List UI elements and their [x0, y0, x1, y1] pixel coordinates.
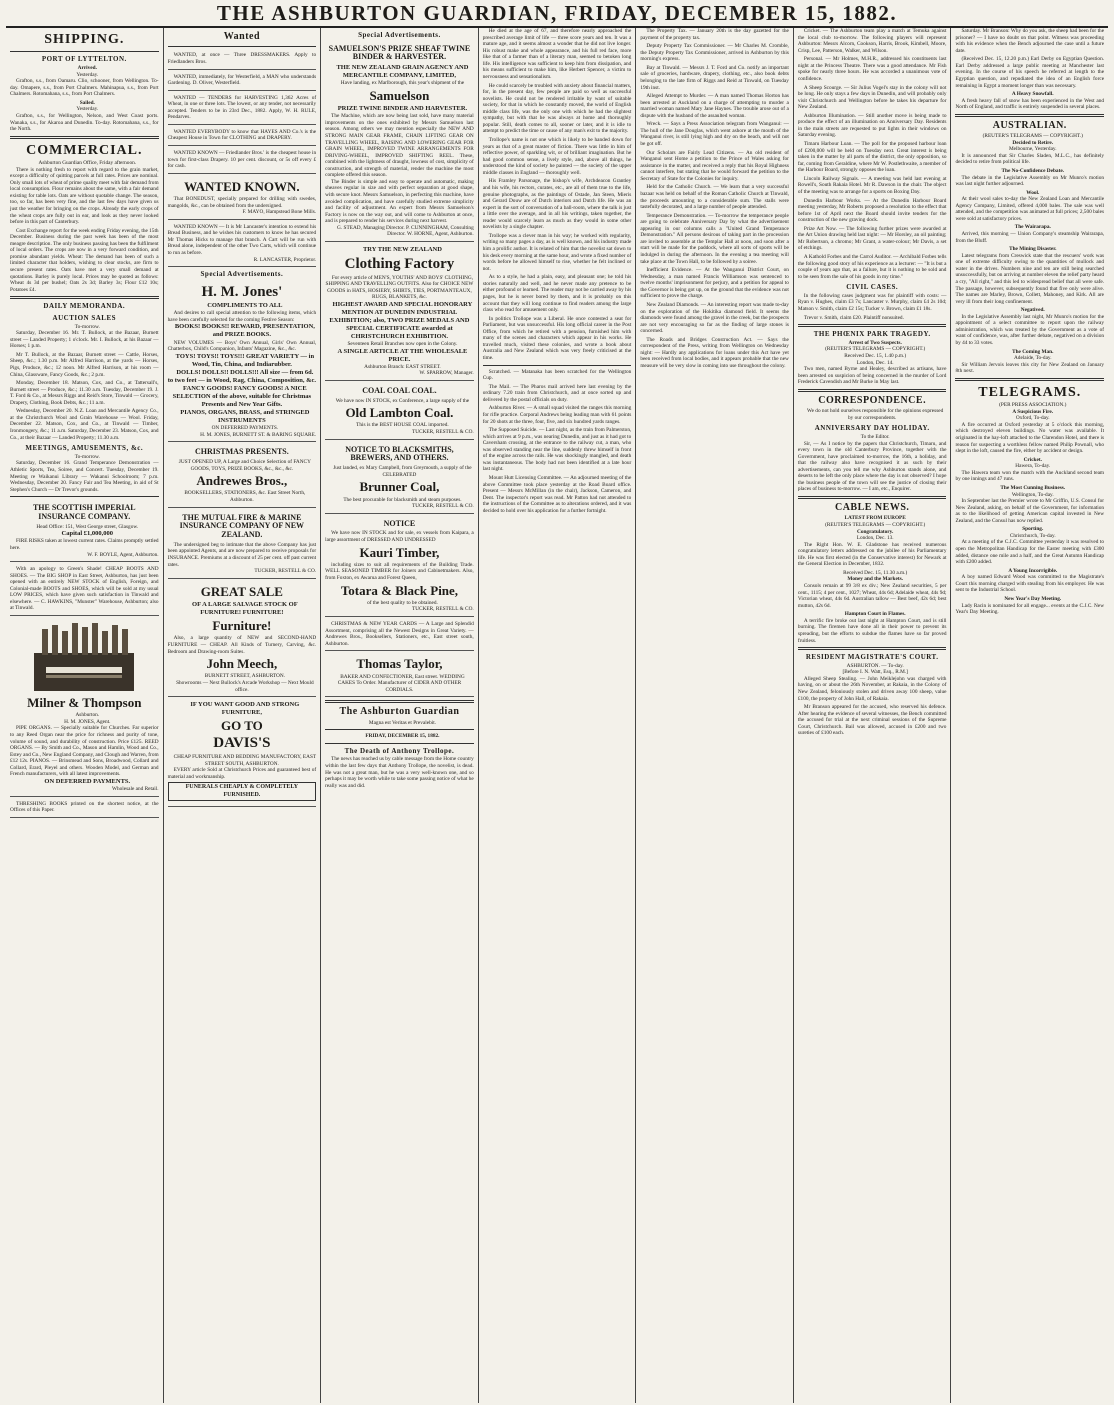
divider	[483, 365, 632, 366]
news-paragraph: Scratched. — Matanaka has been scratched for the Wellington Cup.	[482, 368, 632, 382]
ad-line: BAKER AND CONFECTIONER, East street. WEDDING CAKES To Order. Manufacturer of CIDER AND OTHER CORDIALS.	[337, 673, 465, 693]
ad-line: CHEAP FURNITURE AND BEDDING MANUFACTORY, EAST STREET SOUTH, ASHBURTON.	[173, 753, 317, 767]
article-paragraph: He died at the age of 67, and therefore nearly approached the prescribed average limit of life — three score years and ten. It was a mature age, and it seems almost a wonder that he did not live longer. His robust make and whole appearance, and his full red face, more like that of a farmer than of a literary man, seemed to betoken long life. His intelligence was sufficient to keep him from dissipation, and his means sufficient to make him, like Herbert Spencer, a victim to nervousness and sensationalism.	[482, 28, 632, 80]
cable-item-heading: Money and the Markets.	[847, 576, 903, 583]
news-paragraph: Lincoln Railway Signals. — A meeting was held last evening at Rowell's, South Rakaia Hotel. Mr R. Dawson in the chair. The object of the meeting was to arrange for a sports on Boxing Day.	[797, 175, 947, 195]
meetings-today: To-morrow.	[74, 453, 100, 460]
wanted-ad	[168, 72, 317, 91]
item-heading: The Coming Man.	[1012, 348, 1054, 355]
news-paragraph: In September last the Premier wrote to Mr Griffin, U.S. Consul for New Zealand, asking, on behalf of the Government, for information as to the likelihood of getting American capital invested in New Zealand, and the Consul has now replied.	[955, 498, 1105, 524]
news-paragraph: Temperance Demonstration. — To-morrow the temperance people are going to celebrate Anniversary Day by what the advertisement appearing in our columns calls a "United Grand Temperance Demonstration." All persons desirous of taking part in the procession are invited to assemble at the Templar Hall at noon, and soon after a start will be made for the paddock, where all sorts of sports will be indulged in during the afternoon. In the evening a tea meeting will take place at the Town Hall, to be followed by a soiree.	[640, 212, 789, 265]
guardian-motto: Magna est Veritas et Prevalebit.	[368, 719, 436, 726]
news-paragraph: Mount Hutt Licensing Committee. — An adjourned meeting of the above Committee took place yesterday at the Road Board office. Present — Messrs McMillan (in the chair), Jackson, Cameron, and Dent. The inspector's report was read. Mr Patton had not attended to the instructions of the Committee as to alterations ordered, and it was decided to hold over his application for a further fortnight.	[482, 475, 632, 514]
ad-title: Samuelson	[369, 87, 430, 103]
memoranda-heading: DAILY MEMORANDA.	[43, 302, 126, 311]
dateline: Adelaide, To-day.	[1013, 355, 1052, 362]
article-paragraph: In politics Trollope was a Liberal. He once contested a seat for Parliament, but was unsuccessful. His long official career in the Post Office, from which he retired with a pension, furnished him with many of the scenes and characters which appear in his works. He travelled much, visited these colonies, and wrote a book about Australia and New Zealand which was very freely criticised at the time.	[482, 315, 632, 361]
clothing-factory-ad	[325, 244, 474, 381]
brunner-coal-ad	[325, 442, 474, 514]
divider	[168, 46, 317, 47]
meetings-paragraph: Saturday, December 16. Grand Temperance Demonstration — Athletic Sports, Tea, Soiree, and Concert. Tuesday, December 19. Meeting re Waikanui Library — Wakanui Schoolroom; 7 p.m. Wednesday, December 20. Fancy Fair and Tea Meeting, in aid of St Stephen's Church — Dr Trevor's grounds.	[10, 460, 159, 493]
ad-line: HIGHEST AWARD AND SPECIAL HONORARY MENTION AT DUNEDIN INDUSTRIAL EXHIBITION; also, TWO PRIZE MEDALS AND SPECIAL CERTIFICATE awarded at CHRISTCHURCH EXHIBITION.	[329, 300, 473, 340]
funerals-label: FUNERALS CHEAPLY & COMPLETELY FURNISHED.	[168, 782, 317, 801]
ad-text: WANTED, at once — Three DRESSMAKERS. Apply to Friedlanders Bros.	[167, 52, 317, 65]
news-paragraph: A fire occurred at Oxford yesterday at 5 o'clock this morning, which destroyed eleven buildings. No water was available. It originated in the hay-loft attached to the Clarendon Hotel, and there is reason for suspecting a worthless fellow named Philip Pownall, who slept in the loft, caused the fire, either by accident or design.	[955, 421, 1105, 455]
dateline: Melbourne, Yesterday.	[1008, 146, 1057, 153]
ad-text: THRESHING BOOKS printed on the shortest notice, at the Offices of this Paper.	[10, 800, 159, 814]
news-paragraph: Two men, named Byrne and Healey, described as artisans, have been arrested on suspicion of being concerned in the murder of Lord Frederick Cavendish and Mr Burke in May last.	[797, 366, 947, 386]
resident-court-heading: RESIDENT MAGISTRATE'S COURT.	[805, 653, 939, 662]
scottish-insurance-ad	[10, 500, 159, 562]
divider	[798, 496, 947, 499]
divider	[955, 114, 1104, 117]
news-paragraph: The Mail. — The Pharos mail arrived here last evening by the ordinary 7.20 train from Christchurch, and at once sorted up and delivered by the postal officials on duty.	[482, 383, 632, 403]
ad-signature: W. F. BOYLE, Agent, Ashburton.	[87, 551, 159, 558]
news-paragraph: The Hawera team won the match with the Auckland second team by one innings and 47 runs.	[955, 469, 1105, 483]
divider	[325, 729, 474, 730]
ad-text: CHRISTMAS & NEW YEAR CARDS — A Large and Splendid Assortment, comprising all the Newest Designs in Great Variety. — Andrewes Bros., Booksellers, Stationers, etc., East street south, Ashburton.	[325, 621, 474, 647]
arrived-label: Arrived.	[77, 65, 97, 72]
commercial-paragraph: There is nothing fresh to report with regard to the grain market, except a difficulty of quitting parcels at full rates. Prices are nominal. Only small lots of wheat of prime quality meet with fair demand from local consumption. Flour remains about the same, with a fair demand existing for table lots. Oats are without quotable change. The season, too, so far, has been very fine, and the last few days have given us just the weather for bringing on the crops. Already the early crops of the wheat crops are fully out in ear, and look as they never looked before in this part of Canterbury.	[10, 166, 159, 226]
column-7	[950, 28, 1108, 1403]
ad-text: The Machine, which are now being last sold, have many material improvements on the ones exhibited by Messrs Samuelson last season. Among others we may mention especially the NEW AND STRONG MAIN GEAR FRAME, CHAIN LIFTING GEAR ON TRAVELLING WHEEL, RAISING AND LOWERING GEAR FOR GRAIN WHEEL, IMPROVED TWINE ARRANGEMENTS FOR DRIVING-WHEEL, IMPROVED SHIFTING REEL. These, combined with the lightness of draught, lowness of cost, simplicity of construction, and strength of material, render the machine the most complete offered this season.	[325, 113, 474, 179]
news-paragraph: Deputy Property Tax Commissioner. — Mr Charles M. Cromble, the Deputy Property Tax Commissioner, arrived in Ashburton by this morning's express.	[640, 43, 789, 63]
ad-line: ON DEFERRED PAYMENTS.	[211, 425, 279, 432]
ad-title: THE SCOTTISH IMPERIAL INSURANCE COMPANY.	[32, 503, 136, 522]
ad-text: WANTED KNOWN — It is Mr Lancaster's intention to extend his Bread Business, and he wishes his customers to know he has secured Mr Thomas Hicks to manage that branch. A Cart will be run with Bread alone, independent of the other Two Carts, which will continue to run as before.	[167, 223, 317, 256]
article-paragraph: Trollope was a clever man in his way; he worked with regularity, writing so many pages a day, as is well known, and his industry made him a prolific author. It is related of him that the novelist sat down to his desk every morning at the same hour, and wrote a fixed number of words before he allowed himself to rise, whether he felt inclined or not.	[482, 232, 632, 272]
ad-text: And desires to call special attention to the following items, which have been carefully selected for the coming Festive Season:	[167, 310, 317, 323]
meetings-heading: MEETINGS, AMUSEMENTS, &c.	[25, 444, 144, 453]
article-paragraph: Trollope's name is not one which is likely to be handed down for years as that of a great master of fiction. There was little in him of reflective power, of sparkling wit, or of brilliant imagination. But he had good common sense, a lively style, and, above all things, he understood the kind of society he painted — the society of the upper middle classes in England — thoroughly well.	[482, 137, 632, 176]
ad-text: NEW VOLUMES — Boys' Own Annual, Girls' Own Annual, Chatterbox, Child's Companion, Infants' Magazine, &c., &c.	[167, 339, 317, 353]
ad-line: Seventeen Retail Branches now open in the Colony.	[347, 340, 458, 347]
news-paragraph: A fresh heavy fall of snow has been experienced in the West and North of England, and traffic is entirely suspended in several places.	[955, 97, 1105, 111]
news-paragraph: Held for the Catholic Church. — We learn that a very successful bazaar was held on behalf of the Roman Catholic Church at Tinwald, the proceeds amounting to a considerable sum. The stalls were tastefully decorated, and a large number of people attended.	[640, 184, 789, 211]
source-line: (PER PRESS ASSOCIATION.)	[999, 402, 1067, 409]
wanted-heading: Wanted	[223, 31, 261, 42]
ad-text: The undersigned beg to intimate that the above Company has just been appointed Agents, and are now prepared to receive proposals for INSURANCE. Premiums at a discount of 25 per cent. off past current rates.	[167, 541, 317, 568]
ad-line: THE NEW ZEALAND GRAIN AGENCY AND MERCANTILE COMPANY, LIMITED,	[336, 64, 469, 80]
auction-paragraph: Mr T. Bullock, at the Bazaar, Burnett street — Cattle, Horses, Sheep, &c.; 1.30 p.m. Mr Alfred Harrison, at the yards — Horses, Pigs, Produce, &c.; 12 noon. Mr Alfred Harrison, at his room — China, Glassware, Fancy Goods, &c.; 2 p.m.	[10, 351, 159, 378]
ad-line: PIANOS, ORGANS, BRASS, and STRINGED INSTRUMENTS	[180, 408, 310, 424]
guardian-date: FRIDAY, DECEMBER 15, 1882.	[365, 733, 440, 740]
wanted-ad	[168, 148, 317, 174]
guardian-title: The Ashburton Guardian	[339, 706, 460, 718]
xmas-cards-ad	[325, 619, 474, 651]
divider	[955, 378, 1104, 381]
news-paragraph: A boy named Edward Wood was committed to the Magistrate's Court this morning charged with stealing from his employer. He was sent to the Industrial School.	[955, 574, 1105, 594]
ad-title: Clothing Factory	[344, 256, 455, 272]
ad-signature: TUCKER, RESTELL & CO.	[411, 428, 474, 435]
arrived-text: Grafton, s.s., from Oamaru. Clio, schooner, from Wellington. To-day. Omapere, s.s., from Port Chalmers. Mahinapua, s.s., from Port Chalmers. Rotomahana, s.s., from Port Chalmers.	[10, 78, 159, 98]
ad-line: IF YOU WANT GOOD AND STRONG FURNITURE,	[190, 701, 300, 717]
auction-today: To-morrow.	[74, 323, 100, 330]
item-heading: Negatived.	[1020, 307, 1045, 314]
ad-title: Totara & Black Pine,	[340, 582, 459, 598]
telegrams-heading: TELEGRAMS.	[978, 384, 1082, 400]
news-paragraph: A Kathold Forbes and the Carrol Auditor. — Archibald Forbes tells the following good story of his experience as a lecturer: — "It is but a couple of years ago that, as a failure, but it is nothing to be sold and to be seen from the sale of his goods in my time."	[797, 254, 947, 280]
column-2	[163, 28, 321, 1403]
ad-line: JUST OPENED UP, A Large and Choice Selection of FANCY GOODS, TOYS, PRIZE BOOKS, &c., &c., &c.	[178, 458, 311, 472]
item-heading: A Young Incorrigible.	[1008, 567, 1058, 574]
news-paragraph: Mr Branson appeared for the accused, who reserved his defence. After hearing the evidence of several witnesses, the Bench committed the accused for trial at the next criminal sessions of the Supreme Court, Christchurch. Bail was allowed, accused in £200 and two sureties of £100 each.	[797, 704, 947, 737]
sailed-text: Grafton, s.s., for Wellington, Nelson, and West Coast ports. Wanaka, s.s., for Akaroa and Dunedin. To-day. Rotomahana, s.s., for the North.	[10, 112, 159, 133]
divider	[10, 296, 159, 299]
special-ads-heading: Special Advertisements.	[200, 270, 284, 279]
received-line: Received Dec. 15, 11.30 a.m.)	[843, 569, 908, 576]
column-container	[6, 28, 1108, 1403]
ad-text: With an apology to Green's Shade! CHEAP BOOTS AND SHOES. — The BIG SHOP in East Street, Ashburton, has just been opened with an entirely NEW STOCK of English, Foreign, and Colonial-made BOOTS and SHOES, which will be sold at my usual LOW PRICES, which have given such satisfaction in Tinwald and elsewhere. — C. HAWKINS, "Munster" Warehouse, Ashburton; also at Tinwald.	[10, 566, 159, 612]
milner-thompson-ad	[10, 618, 159, 797]
ad-line: COMPLIMENTS TO ALL	[207, 302, 283, 310]
ad-text: EVERY article Sold at Christchurch Prices and guaranteed best of material and workmanship.	[167, 767, 317, 780]
ad-title: GREAT SALE	[200, 583, 283, 599]
news-paragraph: Lady Racin is nominated for all engage... events at the C.J.C. New Year's Day Meeting.	[955, 602, 1105, 616]
resident-before: [Before I. N. Watt, Esq., R.M.]	[842, 669, 908, 676]
ad-title: CHRISTMAS PRESENTS.	[194, 447, 289, 457]
column-1	[6, 28, 163, 1403]
shipping-heading: SHIPPING.	[44, 32, 125, 47]
item-heading: Decided to Retire.	[1012, 139, 1054, 146]
wanted-ad	[168, 127, 317, 146]
item-heading: The Wairarapa.	[1014, 224, 1051, 231]
ad-title: Thomas Taylor,	[356, 656, 443, 672]
news-paragraph: The Right Hon. W. E. Gladstone has received numerous congratulatory letters addressed on the jubilee of his Parliamentary life. He was first elected (in the Conservative interest) for Newark at the General Election in December, 1832.	[797, 541, 947, 568]
bonedust-ad	[168, 176, 317, 220]
ad-text: WANTED KNOWN — Friedlander Bros.' is the cheapest house in town for first-class Drapery. 10 per cent. discount, or 5s off every £ for cash.	[167, 150, 317, 170]
dateline: London, Dec. 14.	[856, 359, 894, 366]
ad-title: DAVIS'S	[213, 735, 271, 752]
news-paragraph: At their wool sales to-day the New Zealand Loan and Mercantile Agency Company, Limited, offered 4,000 bales. The sale was well attended, and the competition was animated at full prices; 2,500 bales were sold at satisfactory prices.	[955, 196, 1105, 222]
news-paragraph: (Received Dec. 15, 12.20 p.m.) Earl Derby on Egyptian Question. Earl Derby addressed a large public meeting at Manchester last evening. In the course of his speech he referred at length to the Egyptian question, and repudiated the idea of an English force remaining in Egypt a moment longer than was necessary.	[955, 56, 1105, 89]
news-paragraph: Ashburton River. — A small squad visited the ranges this morning for rifle practice. Corporal Andrews being leading man with 61 points for 20 shots at the three, four, five, and six hundred yards ranges.	[482, 405, 632, 425]
civil-cases-heading: CIVIL CASES.	[846, 283, 899, 292]
auction-paragraph: Saturday, December 16. Mr. T. Bullock, at the Bazaar, Burnett street — Landed Property; 1 o'clock. Mr. I. Bullock, at his Bazaar — Horses; 1 p.m.	[10, 330, 159, 350]
item-heading: A Heavy Snowfall.	[1011, 91, 1054, 98]
ad-title: NOTICE TO BLACKSMITHS, BREWERS, AND OTHERS.	[345, 444, 454, 463]
ad-line: A SINGLE ARTICLE AT THE WHOLESALE PRICE.	[337, 347, 468, 363]
anniversary-to: To the Editor.	[860, 433, 890, 440]
davis-furniture-ad	[168, 699, 317, 807]
commercial-heading: COMMERCIAL.	[26, 142, 143, 158]
ad-line: TRY THE NEW ZEALAND	[362, 245, 442, 253]
ad-text: WANTED EVERYBODY to know that HAYES AND Co.'s is the Cheapest House in Town for CLOTHING and DRAPERY.	[167, 128, 317, 142]
ad-text: FIRE RISKS taken at lowest current rates. Claims promptly settled here.	[10, 538, 159, 551]
item-heading: Sporting.	[1022, 526, 1044, 533]
ad-line: BOOKSELLERS, STATIONERS, &c. East Street North, Ashburton.	[184, 490, 306, 503]
samuelson-ad	[325, 41, 474, 242]
ad-title: Kauri Timber,	[359, 544, 440, 560]
correspondence-heading: CORRESPONDENCE.	[818, 394, 927, 406]
masthead-title: THE ASHBURTON GUARDIAN, FRIDAY, DECEMBER 15, 1882.	[216, 0, 898, 25]
lancaster-ad	[168, 222, 317, 267]
ad-line: Ashburton Branch: EAST STREET.	[364, 363, 441, 370]
divider	[798, 389, 947, 392]
news-paragraph: Consols remain at 99 3/8 ex div.; New Zealand securities, 5 per cent., 1115; 4 per cent., 1027; Wheat, 44s 6d; Adelaide wheat, 44s 9d; Victorian wheat, 44s 6d. Australian tallow — Best beef, 42s 6d; best mutton, 42s 6d.	[797, 583, 947, 609]
ad-signature: H. M. JONES, BURNETT ST. & BARING SQUARE.	[200, 431, 317, 438]
news-paragraph: Alleged Attempt to Murder. — A man named Thomas Horton has been arrested at Auckland on a charge of attempting to murder a married woman named Mary Jane Haynes. The trouble arose out of a dispute with the husband of the assaulted woman.	[640, 93, 789, 119]
ad-title: John Meech,	[206, 656, 278, 672]
auction-heading: AUCTION SALES	[52, 313, 117, 322]
cable-subheading: LATEST FROM EUROPE	[844, 515, 906, 522]
item-heading: Cricket.	[1023, 456, 1042, 463]
ad-title: Andrewes Bros.,	[196, 473, 288, 489]
cheap-boots-ad	[10, 564, 159, 616]
news-paragraph: Ashburton Illumination. — Still another move is being made to produce the effect of an illumination on Anniversary Day. Residents in the main streets are requested to put lights in their windows on Saturday evening.	[797, 112, 947, 139]
divider	[798, 647, 947, 650]
cable-item-heading: Hampton Court in Flames.	[844, 611, 906, 618]
thomas-taylor-ad	[325, 653, 474, 697]
ad-text: WANTED — TENDERS for HARVESTING 1,362 Acres of Wheat, in one or three lots. The lowest, or any tender, not necessarily accepted. Tenders to be in 23rd Dec., 1882. Apply, W. H. RULE, Pendarves.	[167, 94, 317, 121]
news-paragraph: Prize Art Now. — The following further prizes were awarded at the Art Union drawing held last night: — Mr Horsley, an oil painting; Mr Robertson, a chromo; Mr Grant, a water-colour; Mr Davis, a set of etchings.	[797, 225, 947, 252]
news-paragraph: Cricket. — The Ashburton team play a match at Temuka against the local club to-morrow. The following players will represent Ashburton: Messrs Alcorn, Cookson, Harris, Brook, Kimbell, Moore, Crisp, Lee, Patterson, Walker, and Wilson.	[797, 28, 947, 54]
divider	[10, 136, 159, 139]
arrived-day: Yesterday.	[76, 71, 99, 78]
column-5	[635, 28, 793, 1403]
dateline: Hawera, To-day.	[1015, 463, 1051, 470]
ad-text: PIPE ORGANS. — Specially suitable for Churches. Far superior to any Reed Organ near the price for richness and purity of tone, volume of sound, and durability of construction. Price £125. REED ORGANS. — By Smith and Co., Mason and Hamlin, Wood and Co., Estey and Co., New England Company, and Clough and Warren, from £12 12s. PIANOS. — Brinsmead and Sons, Broadwood, Collard and Collard, Erard, Pleyel and others. Wooden Model, and German and French manufacturers, with all latest improvements.	[10, 725, 159, 778]
ad-line: FANCY GOODS! FANCY GOODS! A NICE SELECTION of the above, suitable for Christmas Presents and New Year Gifts.	[172, 384, 312, 408]
news-paragraph: Inefficient Evidence. — At the Wanganui District Court, on Wednesday, a man named Francis Williamson was sentenced to twelve months' imprisonment for perjury, and a petition for appeal to the Governor is being got up, on the ground that the evidence was not sufficient to prove the charge.	[640, 267, 789, 300]
ad-text: including sizes to suit all requirements of the Building Trade. WELL SEASONED TIMBER for Joiners and Cabinetmakers. Also, from Foxton, ex Awarua and Forest Queen,	[325, 561, 474, 582]
news-paragraph: Timaru Harbour Loan. — The poll for the proposed harbour loan of £200,000 will be held on Tuesday next. Great interest is being taken in the matter by all parts of the district, the only opposition, so far, coming from Geraldine, where Mr W. Postlethwaite, a member of the Harbour Board, strongly opposes the loan.	[797, 141, 947, 174]
news-paragraph: Our Scholars are Fairly Lead Citizens. — An old resident of Wanganui sent Home a petition to the Prince of Wales asking for assistance in the matter, and received a reply that his Royal Highness cannot interfere, but stating that he would forward the petition to the Secretary of State for the Colonies for inquiry.	[640, 149, 789, 182]
ad-line: OF A LARGE SALVAGE STOCK OF FURNITURE! FURNITURE!	[192, 601, 298, 617]
ad-title: Milner & Thompson	[27, 695, 142, 711]
news-paragraph: The Roads and Bridges Construction Act. — Says the correspondent of the Press, writing from Wellington on Wednesday night: — Hardly any applications for loans under this Act have yet been received from local bodies, and it appears probable that the new measure will be very slow in coming into use throughout the colony.	[640, 336, 789, 369]
item-heading: The Most Cunning Business.	[1000, 484, 1066, 491]
phoenix-heading: THE PHŒNIX PARK TRAGEDY.	[813, 330, 931, 339]
column-6	[793, 28, 951, 1403]
ad-title: WANTED KNOWN.	[184, 178, 300, 194]
ad-signature: W. SPARROW, Manager.	[419, 370, 474, 377]
column-4	[478, 28, 636, 1403]
pipe-organ-icon	[24, 623, 144, 693]
ad-line: The best procurable for blacksmith and steam purposes.	[343, 496, 462, 503]
divider	[10, 496, 159, 497]
ad-text: That BONEDUST, specially prepared for drilling with swedes, mangolds, &c., can be obtained from the undersigned.	[167, 196, 317, 209]
ad-signature: TUCKER, RESTELL & CO.	[254, 568, 317, 575]
special-ads-heading: Special Advertisements.	[358, 31, 441, 39]
ad-signature: F. MAYO, Hampstead Bone Mills.	[242, 209, 317, 216]
resident-subheading: ASHBURTON. — To-day.	[846, 662, 904, 669]
news-paragraph: Latest telegrams from Creswick state that the rescuers' work was one of extreme difficulty owing to the quantities of mullock and water in the drives. Numbers nine and ten are still being searched unsuccessfully, but on arriving at number eleven the relief party heard a cry, "All right," and this led to widespread belief that all were safe. The passage, however, subsequently found that five only were alive. The names are Marley, Brown, Collett, Mahoney, and Kirk. All are very ill from their long confinement.	[955, 252, 1105, 305]
ad-title: NOTICE	[383, 518, 416, 528]
news-paragraph: Arrived, this morning — Union Company's steamship Wairarapa, from the Bluff.	[955, 231, 1105, 244]
ad-line: Ashburton.	[75, 712, 100, 719]
ad-line: This is the BEST HOUSE COAL imported.	[356, 422, 449, 429]
ad-line: Just landed, ex Mary Campbell, from Greymouth, a supply of the CELEBRATED	[333, 465, 472, 478]
ad-title: GO TO	[220, 718, 263, 734]
commercial-paragraph: Cost Exchange report for the week ending Friday evening, the 15th December. Business during the past week has been of the most meagre description. The only business passing has been the fulfilment of local orders. The crops are now in a very forward condition, and promise abundant yields. Wheat: The demand has been of such a limited character that holders, wishing to clear stocks, are firm to secure present rates. Oats have met a very small demand at quotations. Barley is purely local. Prices may be quoted as follows: Wheat 4s 3d per bushel; Oats 2s 3d; Barley 3s; Flour £12 10s; Potatoes £4.	[10, 227, 159, 293]
ad-line: Have landing, ex Marlborough, this year's shipment of the	[340, 80, 465, 87]
ad-title: COAL COAL COAL.	[362, 385, 437, 395]
news-paragraph: At a meeting of the C.J.C. Committee yesterday it was resolved to open the Metropolitan Handicap for the Easter meeting with £300 added, distance one mile and a half, and the Great Autumn Handicap with £200 added.	[955, 539, 1105, 566]
letter-paragraph: Sir, — As I notice by the papers that Christchurch, Timaru, and every town in the old Canterbury Province, together with the Government, have proclaimed to-morrow, the 16th, a holiday, and that the railway also have recognised it as such by their advertisements, can you tell me why Ashburton stands alone, and deserts to be left the only place where the day is not observed? I hope the business people of the town will see the justice of closing their places of business to-morrow. — I am, etc., Enquirer.	[797, 440, 947, 493]
ad-line: Head Office: 151, West George street, Glasgow.	[36, 523, 139, 530]
ad-line: BURNETT STREET, ASHBURTON.	[204, 673, 286, 680]
article-paragraph: He could scarcely be troubled with anxiety about financial matters, for, in the present day, few people are paid so well as successful novelists. He could not be rendered irritable by want of suitable society, for that in which he constantly moved, the world of English middle class life, was the only one with which he had the slightest sympathy, but with that he was always at home and thoroughly popular. Still, death comes to all, sooner or later, and it is idle to attempt to predict the time or cause of any man's exit to the majority.	[482, 82, 632, 135]
item-heading: The No-Confidence Debate.	[1001, 167, 1065, 174]
mutual-insurance-ad	[168, 510, 317, 579]
ad-text: The Binder is simple and easy to operate and automatic, making sheaves regular in size and with perfect separation at good shape, with secure knot. Messrs Samuelson, in perfecting this machine, have avoided complication, and have carefully studied extreme simplicity and facility of adjustment. An expert from Messrs Samuelson's Factory is now on the way out, and will come to Ashburton at once, and is prepared to render his services during next harvest.	[325, 178, 474, 225]
item-heading: The Mining Disaster.	[1009, 246, 1057, 253]
ad-title: SAMUELSON'S PRIZE SHEAF TWINE BINDER & HARVESTER.	[328, 43, 471, 62]
auction-paragraph: Wednesday, December 20. N.Z. Loan and Mercantile Agency Co., at the Christchurch Wool and Grain Warehouse — Wool. Friday, December 22. Matson, Cox, and Co., at Tinwald — Timber, Ironmongery, &c.; 11 a.m. Saturday, December 23. Matson, Cox, and Co., at their Bazaar — Landed Property; 11.30 a.m.	[10, 408, 159, 441]
divider	[325, 743, 474, 744]
article-paragraph: His Framley Parsonage, the bishop's wife, Archdeacon Grantley and his wife, his rectors, curates, etc., are all of them true to the life, genuine photographs, as the paintings of Ostade, Jan Steen, Mieris and Gerard Douw are of Dutch interiors and Dutch life. He was an expert in the sort of conversation of a ball-room, where the talk is just a little over the average, and in all his writings, taken together, the reader would scarcely learn as much as they would in some other novelists by a single chapter.	[482, 178, 632, 231]
cable-item-heading: Congratulatory.	[857, 528, 894, 535]
wanted-ad	[168, 93, 317, 125]
ad-line: of the best quality to be obtained.	[367, 599, 438, 606]
kauri-timber-ad	[325, 516, 474, 617]
correspondence-note: We do not hold ourselves responsible for the opinions expressed by our correspondents.	[807, 408, 944, 421]
ad-line: Capital £1,000,000	[61, 530, 114, 538]
divider	[798, 324, 947, 327]
ad-title: Old Lambton Coal.	[345, 405, 454, 421]
source-line: (REUTER'S TELEGRAMS — COPYRIGHT.)	[825, 521, 926, 528]
news-paragraph: Dunedin Harbour Works. — At the Dunedin Harbour Board meeting yesterday, Mr Roberts proposed a resolution to the effect that before 1st of April next the Board should invite tenders for the construction of the new graving dock.	[797, 197, 947, 224]
cable-heading: CABLE NEWS.	[834, 502, 910, 514]
column-3	[320, 28, 478, 1403]
ad-line: BOOKS! BOOKS!! REWARD, PRESENTATION, and PRIZE BOOKS.	[174, 323, 315, 339]
news-paragraph: Alleged Sheep Stealing. — John Meiklejohn was charged with having, on or about the 26th November, at Rakaia, in the Colony of New Zealand, feloniously stolen and driven away 100 sheep, value £100, the property of John Hall, of Rakaia.	[797, 675, 947, 702]
source-line: (REUTER'S TELEGRAMS — COPYRIGHT.)	[982, 133, 1083, 140]
source-line: (REUTER'S TELEGRAMS — COPYRIGHT.)	[825, 346, 926, 353]
ad-signature: R. LANCASTER, Proprietor.	[253, 256, 317, 263]
news-paragraph: In the Legislative Assembly last night, Mr Munro's motion for the appointment of a select committee to report upon the railway administration, which was treated by the Government as a vote of want of confidence, was, after further debate, negatived on a division by 44 to 33 votes.	[955, 313, 1105, 347]
auction-paragraph: Monday, December 18. Matson, Cox, and Co., at Tattersall's, Burnett street — Produce, &c.; 11.30 a.m. Tuesday, December 19. J. T. Ford & Co., at Messrs Riggs and Reid's Store, Tinwald — Grocery, Drapery, Clothing, Book Debts, &c.; 11 a.m.	[10, 380, 159, 406]
ad-title: H. M. Jones'	[201, 283, 283, 300]
sailed-label: Sailed.	[79, 99, 95, 106]
ad-title: Furniture!	[212, 618, 272, 634]
ad-line: H. M. JONES, Agent.	[64, 718, 111, 725]
coal-ad	[325, 383, 474, 440]
news-paragraph: Sir William Jervois leaves this city for New Zealand on January 8th next.	[955, 361, 1105, 375]
anniversary-heading: ANNIVERSARY DAY HOLIDAY.	[814, 424, 930, 433]
item-heading: New Year's Day Meeting.	[1004, 595, 1062, 602]
news-paragraph: A Sheep Scourge. — Sir Julius Vogel's stay in the colony will not be long. He only stays a few days in Dunedin, and will probably only visit Christchurch and Wellington before he takes his departure for New Zealand.	[797, 84, 947, 111]
divider	[325, 700, 474, 703]
ad-signature: Wholesale and Retail.	[111, 786, 159, 793]
news-paragraph: Bay at Tinwald. — Messrs J. T. Ford and Co. notify an important sale of groceries, hardware, drapery, clothing, etc., also book debts belonging to the late firm of Riggs and Reid at Tinwald, on Tuesday 19th inst.	[640, 64, 789, 91]
ad-text: We have now IN STOCK and for sale, ex vessels from Kaipara, a large assortment of DRESSED AND UNDRESSED	[325, 530, 474, 544]
hm-jones-ad	[168, 280, 317, 442]
news-paragraph: It is announced that Sir Charles Sladen, M.L.C., has definitely decided to retire from political life.	[955, 152, 1105, 166]
dateline: Christchurch, To-day.	[1009, 532, 1056, 539]
item-heading: Wool.	[1026, 189, 1040, 196]
news-paragraph: Saturday. Mr Branson: Why do you ask, the sheep had been for the prisoner? — I have no doubt on that point. Witness was proceeding with his evidence when the Bench adjourned the case until a future date.	[955, 28, 1105, 54]
ad-title: THE MUTUAL FIRE & MARINE INSURANCE COMPANY OF NEW ZEALAND.	[179, 512, 305, 540]
commercial-dateline: Ashburton Guardian Office, Friday afternoon.	[38, 160, 137, 167]
ad-line: We have now IN STOCK, ex Conference, a large supply of the	[335, 397, 470, 404]
article-heading: The Death of Anthony Trollope.	[344, 746, 455, 755]
news-paragraph: Wreck. — Says a Press Association telegram from Wanganui: — The hull of the Jane Douglas, which went ashore at the mouth of the Wanganui river, is still lying high and dry on the beach, and will not be got off.	[640, 121, 789, 147]
australian-heading: AUSTRALIAN.	[992, 119, 1067, 131]
article-paragraph: The news has reached us by cable message from the Home country within the last few days that Anthony Trollope, the novelist, is dead. He was not a great man, but he was a very well-known one, and so perhaps it may be worth while to take some passing notice of what he really was and did.	[325, 756, 474, 789]
ad-line: ON DEFERRED PAYMENTS.	[44, 777, 131, 785]
ad-text: WANTED, immediately, for Westerfield, a MAN who understands Gardening. D. Oliver, Westerfield.	[167, 73, 317, 87]
christmas-presents-ad	[168, 444, 317, 507]
port-heading: PORT OF LYTTELTON.	[41, 55, 127, 64]
wanted-ad	[168, 50, 317, 69]
great-sale-ad	[168, 581, 317, 697]
masthead	[6, 0, 1108, 28]
phoenix-subheading: Arrest of Two Suspects.	[848, 339, 902, 346]
news-paragraph: The Supposed Suicide. — Last night, as the train from Palmerston, which arrives at 9 p.m., was nearing Dunedin, and just as it had got to Caversham crossing, at the entrance to the railway cut, a man, who was observed standing near the line, suddenly threw himself in front of the engine across the rails. He was shockingly mangled, and death was instantaneous. The body had not been identified at a late hour last night.	[482, 427, 632, 473]
dateline: Oxford, To-day.	[1015, 415, 1050, 422]
ad-title: Brunner Coal,	[359, 479, 440, 495]
item-heading: A Suspicious Fire.	[1012, 408, 1054, 415]
ad-line: Showrooms — Next Bullock's Arcade Workshop — Next Mould office.	[176, 679, 314, 693]
dateline: Wellington, To-day.	[1011, 491, 1054, 498]
news-paragraph: In the following cases judgment was for plaintiff with costs: — Ryan v. Hughes, claim £3 7s; Lancaster v. Murphy, claim £4 2s 10d; Matson v. Smith, claim £2 15s; Tucker v. Brown, claim £1 18s.	[797, 292, 947, 313]
received-line: Received Dec. 15, 1.40 p.m.)	[844, 352, 907, 359]
ad-signature: TUCKER, RESTELL & CO.	[411, 503, 474, 510]
news-paragraph: New Zealand Diamonds. — An interesting report was made to-day on the exploration of the Hokitika diamond field. It seems the diamonds were found among the gravel in the creek, but the prospects are not very encouraging so far as the finding of large stones is concerned.	[640, 301, 789, 335]
ad-signature: G. STEAD, Managing Director. P. CUNNINGHAM, Consulting Director. W. HORNE, Agent, Ashburton.	[337, 224, 474, 238]
ad-text: Also, a large quantity of NEW and SECOND-HAND FURNITURE — CHEAP. All Kinds of Turnery, Carving, &c. Bedroom and Drawing-room Suites.	[167, 635, 317, 655]
dateline: London, Dec. 13.	[856, 535, 894, 542]
news-paragraph: Personal. — Mr Holmes, M.H.R., addressed his constituents last night at the Princess Theatre. There was a good attendance. Mr Fish spoke for nearly three hours. He was accorded a unanimous vote of confidence.	[797, 56, 947, 82]
threshing-books-ad	[10, 799, 159, 818]
ad-line: TOYS! TOYS!! TOYS!!! GREAT VARIETY — in Wood, Tin, China, and Indiarubber.	[175, 352, 315, 368]
ad-line: PRIZE TWINE BINDER AND HARVESTER.	[337, 105, 468, 113]
news-paragraph: Trevor v. Smith, claim £20. Plaintiff nonsuited.	[803, 314, 904, 321]
sailed-day: Yesterday.	[76, 106, 99, 113]
ad-line: DOLLS! DOLLS!! DOLLS!!! All size — from 6d. to two feet — in Wood, Rag, China, Composition, &c.	[167, 368, 317, 384]
divider	[10, 51, 159, 52]
article-paragraph: As to a style, he had a plain, easy, and pleasant one; he told his stories naturally and well, and he never made any pretence to be either profound or learned. The reader may not be carried away by his pages, but he is never bored by them, and it is probably on this account that they will long continue to find readers among the large class who read for amusement only.	[482, 274, 632, 314]
news-paragraph: The debate in the Legislative Assembly on Mr Munro's motion was last night further adjourned.	[955, 174, 1105, 188]
news-paragraph: The Property Tax. — January 20th is the day gazetted for the payment of the property tax.	[640, 28, 789, 41]
news-paragraph: A terrific fire broke out last night at Hampton Court, and is still burning. The firemen have done all in their power to prevent its spreading, but the efforts to subdue the flames have so far proved fruitless.	[797, 617, 947, 644]
ad-line: For every article of MEN'S, YOUTHS' AND BOYS' CLOTHING, SHIPPING AND TRAVELLING OUTFITS. Also for CHOICE NEW GOODS in HATS, HOSIERY, SHIRTS, TIES, PORTMANTEAUX, RUGS, BLANKETS, &c.	[325, 274, 474, 301]
ad-signature: TUCKER, RESTELL & CO.	[411, 606, 474, 613]
